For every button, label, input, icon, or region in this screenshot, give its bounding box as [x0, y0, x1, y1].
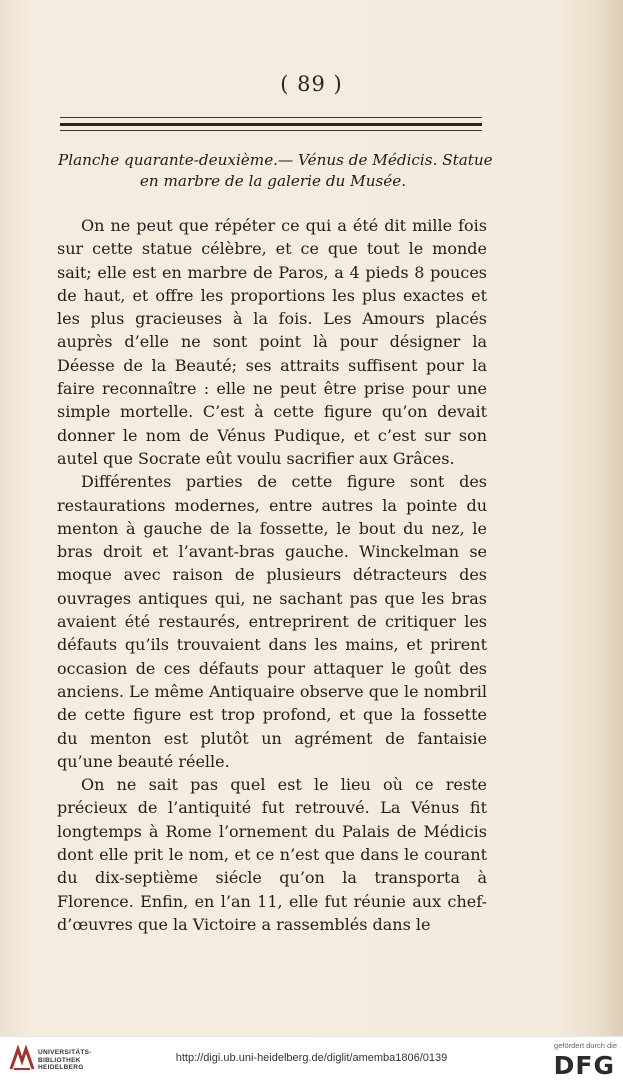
paragraph-2: Différentes parties de cette figure sont des restaurations modernes, entre autres la pointe du menton à gauche de la fossette, le bout du nez, le bras droit et l’avant-bras gauche. Winckelman se moque avec raison de plusieurs détracteurs des ouvrages antiques qui, ne sachant pas que les bras avaient été restaurés, entreprirent de critiquer les défauts qu’ils trouvaient dans les mains, et prirent occasion de ces défauts pour attaquer le goût des anciens. Le même Antiquaire observe que le nombril de cette figure est trop profond, et que la fossette du menton est plutôt un agrément de fantaisie qu’une beauté réelle.: [57, 472, 487, 771]
plate-title-line-2: en marbre de la galerie du Musée.: [139, 172, 407, 190]
dfg-logo: DFG: [553, 1051, 615, 1080]
source-url-link[interactable]: http://digi.ub.uni-heidelberg.de/diglit/amemba1806/0139: [175, 1052, 448, 1064]
paragraph-1: On ne peut que répéter ce qui a été dit mille fois sur cette statue célèbre, et ce que tout le monde sait; elle est en marbre de Paros, a 4 pieds 8 pouces de haut, et offre les proportions les plus exactes et les plus gracieuses à la fois. Les Amours placés auprès d’elle ne sont point là pour désigner la Déesse de la Beauté; ses attraits suffisent pour la faire reconnaître : elle ne peut être prise pour une simple mortelle. C’est à cette figure qu’on devait donner le nom de Vénus Pudique, et c’est sur son autel que Socrate eût voulu sacrifier aux Grâces.: [57, 216, 487, 468]
institution-name: UNIVERSITÄTS- BIBLIOTHEK HEIDELBERG: [38, 1049, 92, 1071]
footer-bar: [0, 1036, 623, 1082]
funded-by-label: gefördert durch die: [554, 1041, 617, 1050]
header-rule-thick: [60, 123, 482, 126]
body-text: [57, 214, 487, 936]
plate-title: [58, 150, 493, 192]
paragraph-3: On ne sait pas quel est le lieu où ce reste précieux de l’antiquité fut retrouvé. La Vénus fit longtemps à Rome l’ornement du Palais de Médicis dont elle prit le nom, et ce n’est que dans le courant du dix-septième siécle qu’on la transporta à Florence. Enfin, en l’an 11, elle fut réunie aux chef-d’œuvres que la Victoire a rassemblés dans le: [57, 775, 487, 934]
page-number: ( 89 ): [280, 72, 343, 96]
header-rule-bottom: [60, 130, 482, 131]
header-rule-top: [60, 117, 482, 118]
plate-title-line-1: Planche quarante-deuxième.— Vénus de Médicis. Statue: [58, 151, 493, 169]
